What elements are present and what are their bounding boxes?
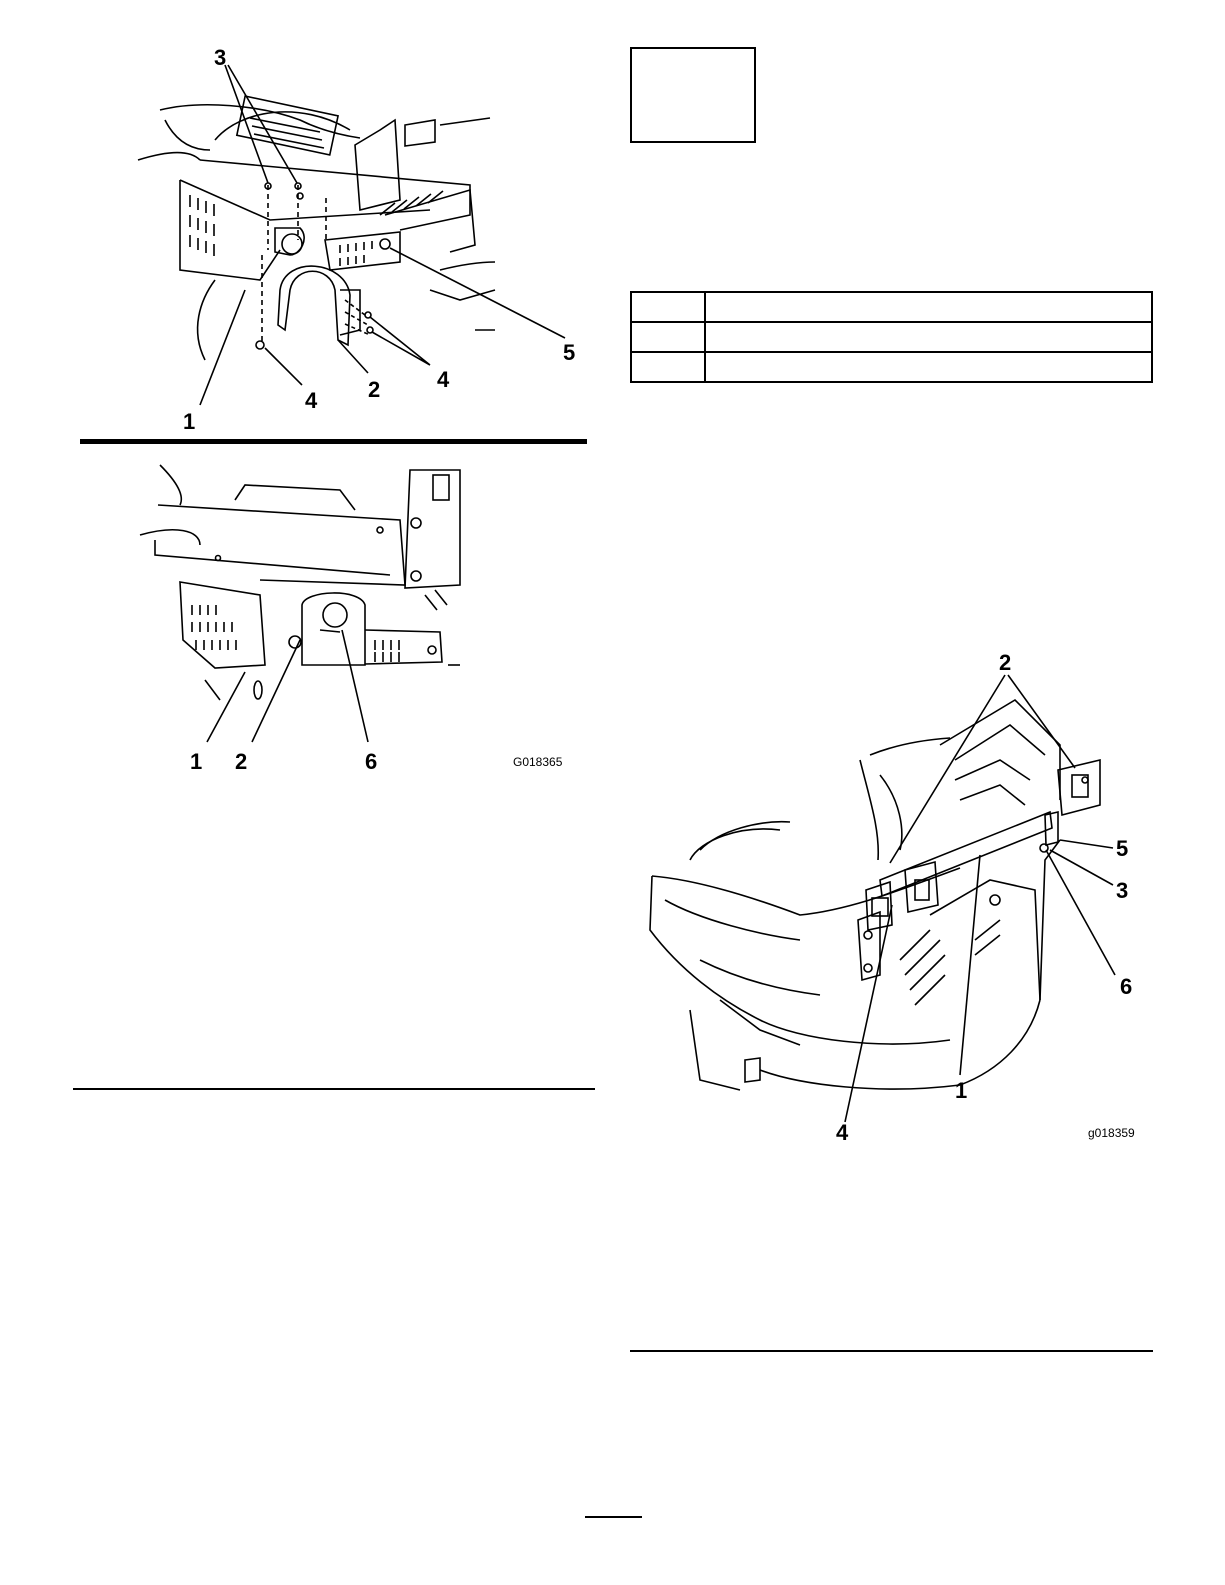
callout-label: 4 bbox=[437, 367, 450, 392]
callout-label: 1 bbox=[183, 409, 196, 434]
callout-label: 5 bbox=[563, 340, 576, 365]
callout-label: 4 bbox=[305, 388, 318, 413]
callout-label: 4 bbox=[836, 1120, 849, 1145]
callout-label: 2 bbox=[368, 377, 381, 402]
callout-label: 2 bbox=[235, 749, 248, 774]
callout-label: 1 bbox=[955, 1078, 968, 1103]
callout-label: 6 bbox=[365, 749, 378, 774]
callout-label: 6 bbox=[1120, 974, 1133, 999]
callout-label: 1 bbox=[190, 749, 203, 774]
figure-id: G018365 bbox=[513, 755, 563, 769]
callout-label: 5 bbox=[1116, 836, 1129, 861]
callout-label: 2 bbox=[999, 650, 1012, 675]
callout-label: 3 bbox=[1116, 878, 1129, 903]
figure-id: g018359 bbox=[1088, 1126, 1135, 1140]
callout-label: 3 bbox=[214, 45, 227, 70]
section-divider bbox=[630, 1350, 1153, 1352]
page-number-rule bbox=[585, 1516, 642, 1518]
